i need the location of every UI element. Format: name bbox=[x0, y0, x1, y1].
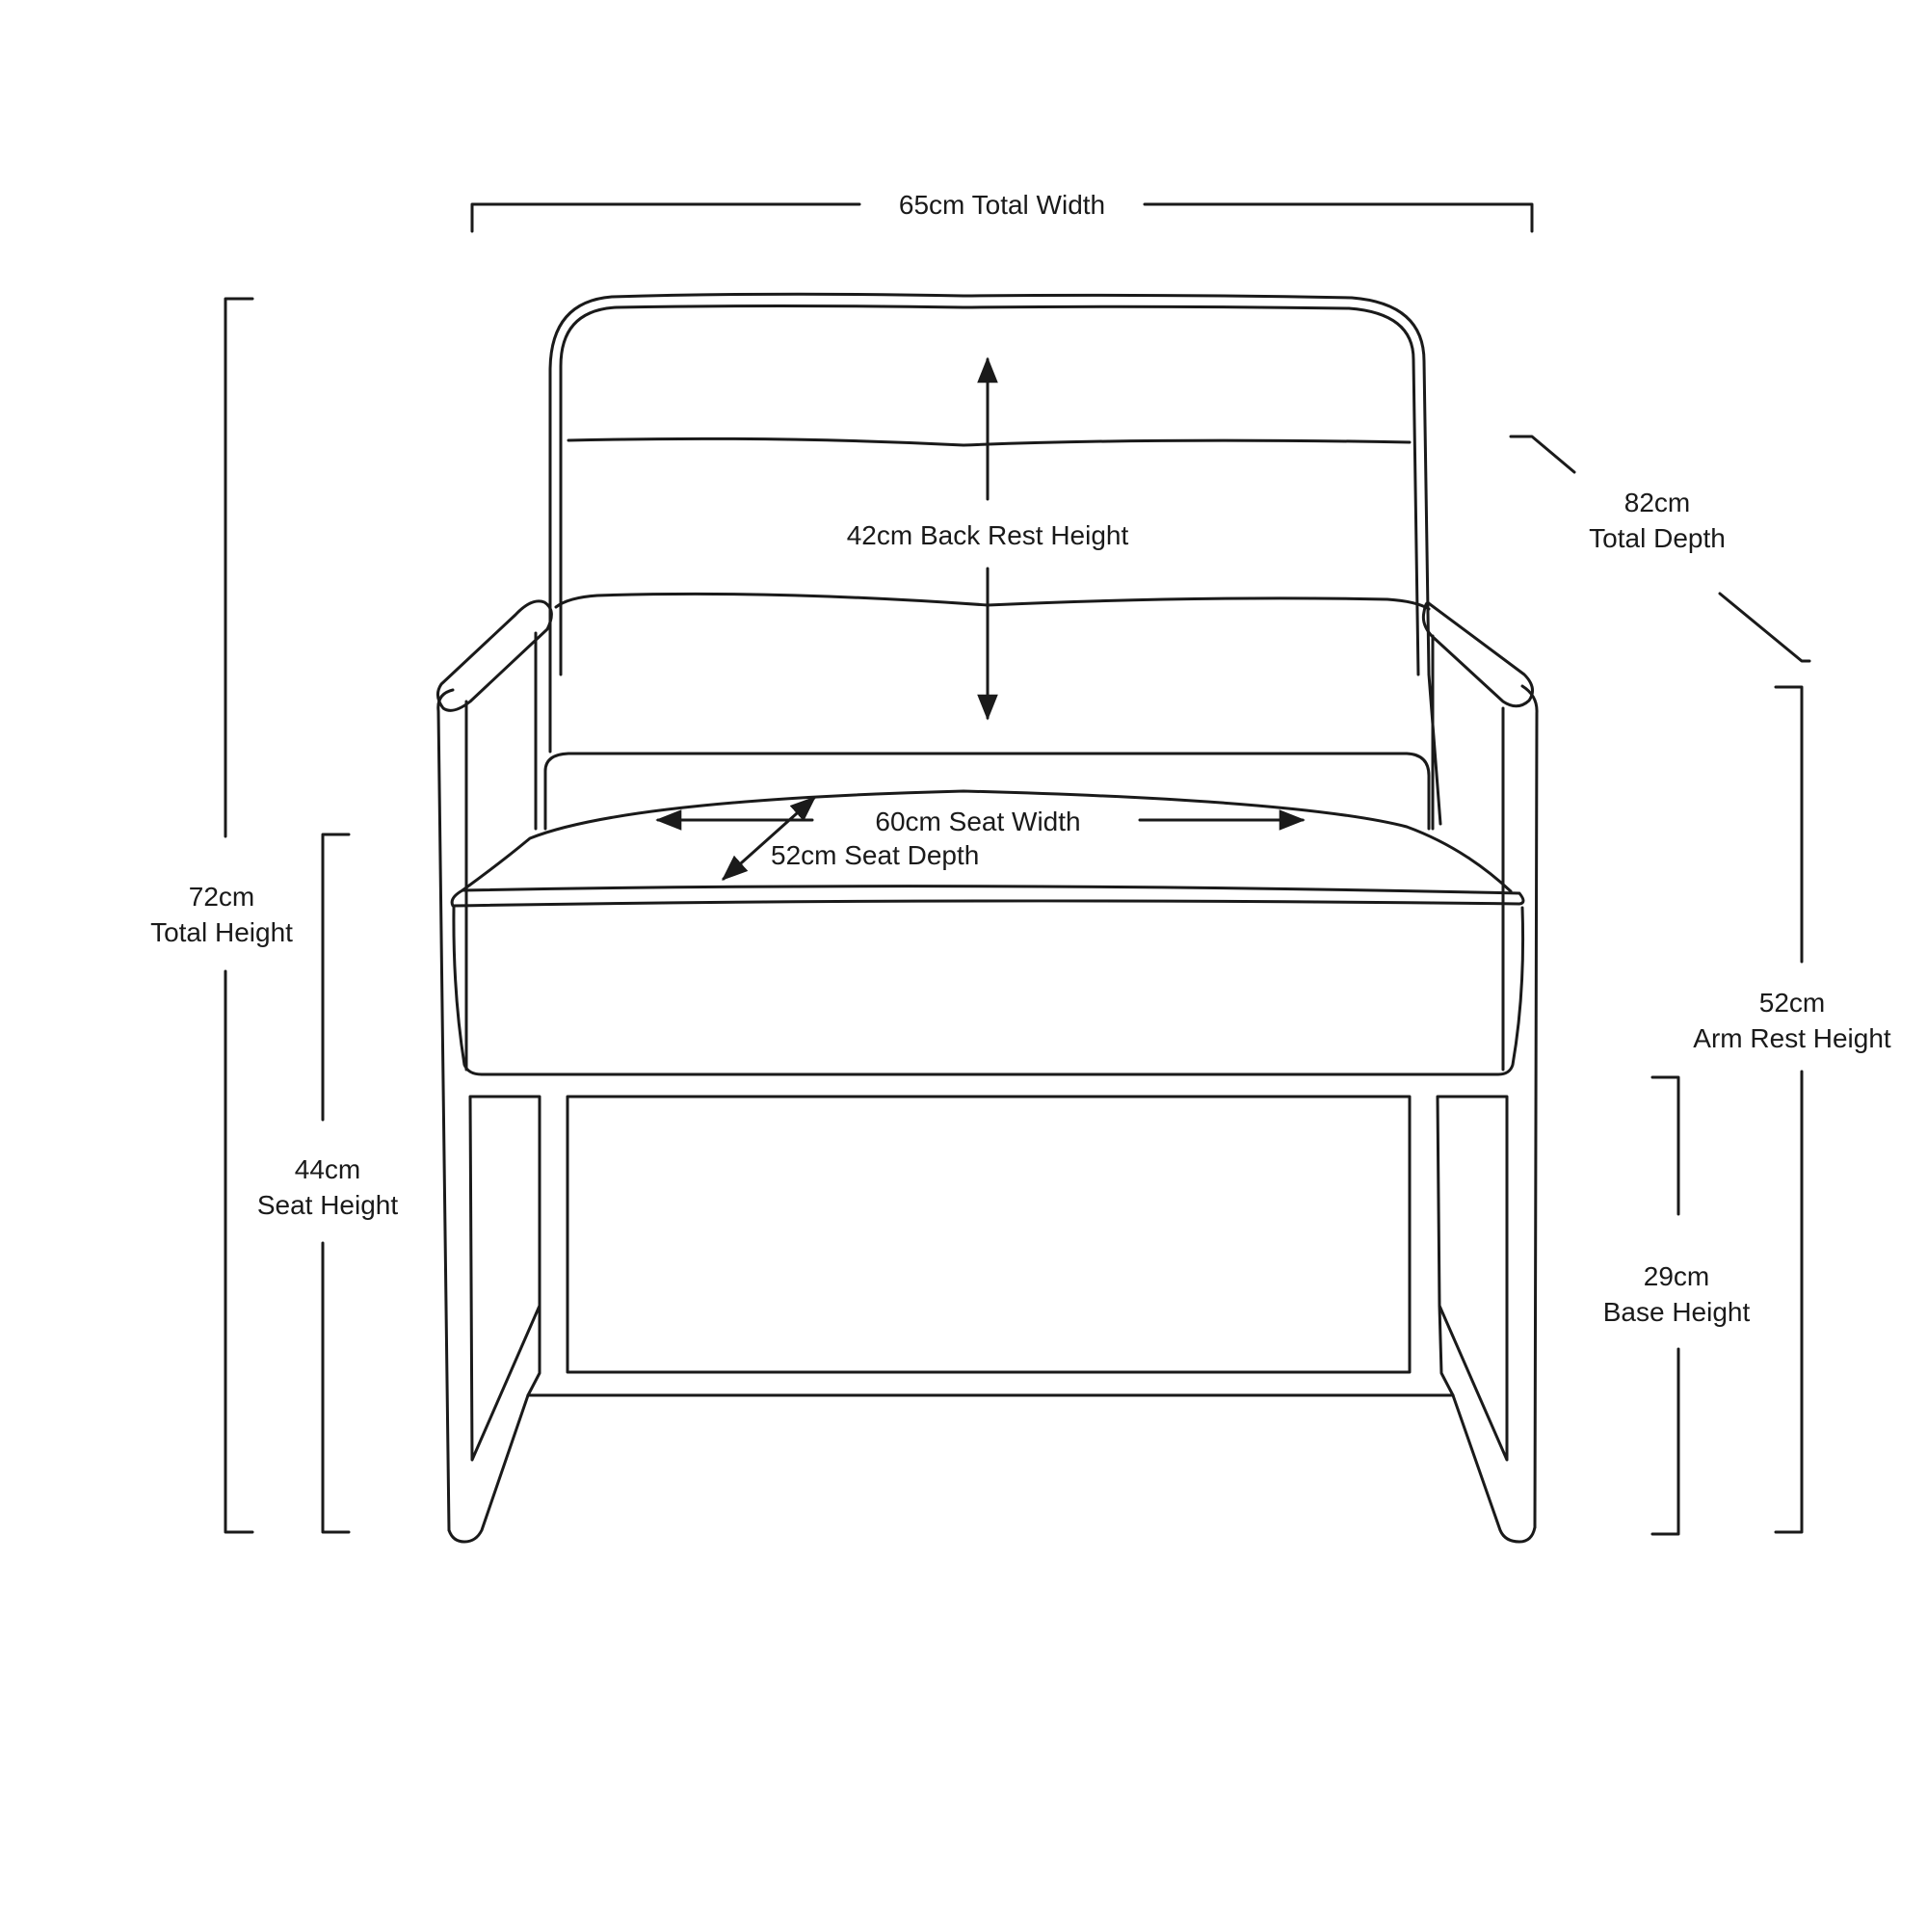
base-left-rail bbox=[470, 1097, 540, 1460]
right-sled bbox=[1453, 1395, 1535, 1542]
seat-piping bbox=[452, 887, 1523, 906]
total-depth-value: 82cm bbox=[1623, 488, 1691, 517]
backrest-middle-seam bbox=[556, 594, 1429, 609]
left-frame-upper bbox=[466, 633, 536, 1070]
base-height-label: Base Height bbox=[1602, 1297, 1751, 1327]
arm-rest-height-bracket bbox=[1776, 687, 1802, 1532]
left-frame-outer bbox=[438, 690, 453, 1530]
right-frame-outer bbox=[1522, 686, 1537, 1527]
arm-rest-height-value: 52cm bbox=[1758, 988, 1826, 1018]
seat-depth-label: 52cm Seat Depth bbox=[771, 840, 980, 870]
seat-height-label: Seat Height bbox=[256, 1190, 399, 1220]
backrest-inner-frame bbox=[561, 306, 1418, 675]
total-height-label: Total Height bbox=[150, 917, 293, 947]
base-height-value: 29cm bbox=[1643, 1261, 1710, 1291]
seat-width-label: 60cm Seat Width bbox=[875, 807, 1081, 836]
backrest-outline bbox=[550, 294, 1440, 824]
base-inner-panel bbox=[568, 1097, 1410, 1372]
total-depth-label: Total Depth bbox=[1589, 523, 1726, 553]
seat-cushion-front bbox=[454, 908, 1523, 1074]
base-right-rail bbox=[1438, 1097, 1507, 1460]
total-width-label: 65cm Total Width bbox=[898, 190, 1106, 220]
right-frame-upper bbox=[1433, 636, 1503, 1070]
seat-height-value: 44cm bbox=[294, 1154, 361, 1184]
total-height-value: 72cm bbox=[188, 882, 255, 912]
arm-rest-height-label: Arm Rest Height bbox=[1693, 1023, 1891, 1053]
right-armrest bbox=[1423, 603, 1532, 706]
back-rest-height-label: 42cm Back Rest Height bbox=[846, 520, 1129, 550]
left-sled bbox=[449, 1395, 536, 1542]
